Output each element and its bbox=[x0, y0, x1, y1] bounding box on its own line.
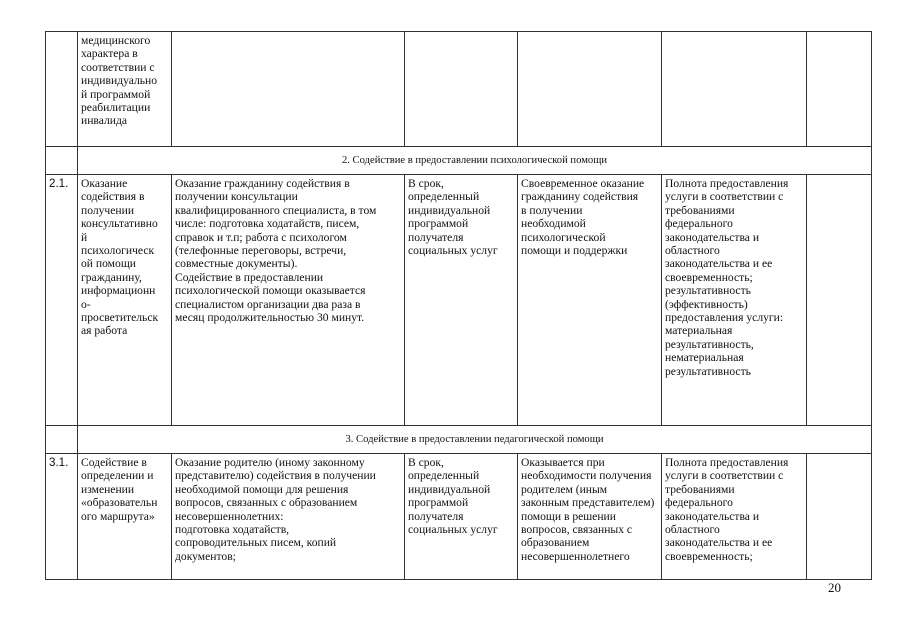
text-line: психологической помощи оказывается bbox=[175, 284, 366, 298]
extra-cell bbox=[807, 32, 872, 147]
page-number: 20 bbox=[828, 580, 841, 595]
text-line: материальная bbox=[665, 324, 733, 338]
text-line: Полнота предоставления bbox=[665, 456, 789, 469]
text-line: получении консультации bbox=[175, 190, 298, 204]
text-line: психологической bbox=[521, 230, 606, 244]
text-line: результативность bbox=[665, 364, 751, 378]
text-line: необходимости получения bbox=[521, 469, 652, 483]
text-line: Полнота предоставления bbox=[665, 177, 789, 190]
text-line: индивидуально bbox=[81, 74, 158, 88]
term-cell bbox=[405, 454, 518, 580]
text-line: индивидуальной bbox=[408, 482, 491, 496]
text-line: в получении bbox=[521, 203, 583, 217]
table-row bbox=[46, 454, 872, 580]
text-line: помощи в решении bbox=[521, 509, 616, 523]
num-cell bbox=[46, 426, 78, 454]
text-line: результативность bbox=[665, 284, 751, 298]
section-row bbox=[46, 147, 872, 175]
text-line: ая работа bbox=[81, 324, 128, 338]
content-cell bbox=[172, 175, 405, 426]
text-line: областного bbox=[665, 244, 720, 258]
text-line: Оказание bbox=[81, 177, 128, 190]
text-line: В срок, bbox=[408, 456, 444, 469]
text-line: законодательства и ее bbox=[665, 536, 773, 550]
text-line: совместные документы). bbox=[175, 257, 298, 271]
text-line: определенный bbox=[408, 190, 480, 204]
text-line: областного bbox=[665, 523, 720, 537]
text-line: федерального bbox=[665, 496, 733, 510]
text-line: индивидуальной bbox=[408, 203, 491, 217]
text-line: законным представителем) bbox=[521, 496, 655, 510]
term-cell bbox=[405, 32, 518, 147]
text-line: вопросов, связанных с bbox=[521, 523, 633, 537]
text-line: Своевременное оказание bbox=[521, 177, 645, 190]
row-number: 2.1. bbox=[46, 175, 78, 426]
text-line: инвалида bbox=[81, 114, 128, 128]
text-line: специалистом организации два раза в bbox=[175, 297, 361, 311]
num-cell bbox=[46, 32, 78, 147]
text-line: нематериальная bbox=[665, 351, 744, 365]
text-line: своевременность; bbox=[665, 549, 753, 563]
num-cell bbox=[46, 147, 78, 175]
text-line: информационн bbox=[81, 284, 156, 298]
text-line: несовершеннолетних: bbox=[175, 509, 284, 523]
conditions-cell bbox=[518, 454, 662, 580]
text-line: месяц продолжительностью 30 минут. bbox=[175, 311, 365, 325]
text-line: программой bbox=[408, 496, 469, 510]
extra-cell bbox=[807, 175, 872, 426]
term-cell bbox=[405, 175, 518, 426]
section-title: 3. Содействие в предоставлении педагогической помощи bbox=[78, 426, 872, 454]
text-line: результативность, bbox=[665, 337, 754, 351]
service-name-cell bbox=[78, 454, 172, 580]
text-line: получателя bbox=[408, 230, 464, 244]
indicators-cell bbox=[662, 454, 807, 580]
text-line: социальных услуг bbox=[408, 523, 498, 537]
text-line: законодательства и ее bbox=[665, 257, 773, 271]
text-line: законодательства и bbox=[665, 509, 760, 523]
services-table bbox=[45, 31, 872, 580]
text-line: законодательства и bbox=[665, 230, 760, 244]
service-name-cell bbox=[78, 32, 172, 147]
text-line: й программой bbox=[81, 87, 151, 101]
conditions-cell bbox=[518, 32, 662, 147]
text-line: психологическ bbox=[81, 244, 155, 258]
text-line: требованиями bbox=[665, 482, 735, 496]
text-line: помощи и поддержки bbox=[521, 244, 628, 258]
text-line: Оказание гражданину содействия в bbox=[175, 177, 350, 190]
text-line: й bbox=[81, 230, 88, 244]
text-line: несовершеннолетнего bbox=[521, 549, 630, 563]
text-line: (телефонные переговоры, встречи, bbox=[175, 244, 347, 258]
content-cell bbox=[172, 454, 405, 580]
text-line: ого маршрута» bbox=[81, 509, 155, 523]
conditions-cell bbox=[518, 175, 662, 426]
text-line: просветительск bbox=[81, 311, 159, 325]
text-line: квалифицированного специалиста, в том bbox=[175, 203, 377, 217]
text-line: получении bbox=[81, 203, 135, 217]
text-line: Содействие в предоставлении bbox=[175, 270, 324, 284]
indicators-cell bbox=[662, 175, 807, 426]
text-line: медицинского bbox=[81, 34, 151, 47]
text-line: определенный bbox=[408, 469, 480, 483]
text-line: подготовка ходатайств, bbox=[175, 523, 290, 537]
table-row bbox=[46, 175, 872, 426]
text-line: услуги в соответствии с bbox=[665, 190, 784, 204]
text-line: числе: подготовка ходатайств, писем, bbox=[175, 217, 360, 231]
text-line: необходимой помощи для решения bbox=[175, 482, 349, 496]
text-line: справок и т.п; работа с психологом bbox=[175, 230, 347, 244]
table-row bbox=[46, 32, 872, 147]
text-line: гражданину, bbox=[81, 270, 142, 284]
text-line: родителем (иным bbox=[521, 482, 608, 496]
text-line: получателя bbox=[408, 509, 464, 523]
text-line: услуги в соответствии с bbox=[665, 469, 784, 483]
text-line: о- bbox=[81, 297, 91, 311]
text-line: соответствии с bbox=[81, 60, 155, 74]
text-line: определении и bbox=[81, 469, 154, 483]
text-line: представителю) содействия в получении bbox=[175, 469, 376, 483]
text-line: «образовательн bbox=[81, 496, 158, 510]
row-number: 3.1. bbox=[46, 454, 78, 580]
text-line: изменении bbox=[81, 482, 135, 496]
text-line: консультативно bbox=[81, 217, 158, 231]
text-line: своевременность; bbox=[665, 270, 753, 284]
text-line: предоставления услуги: bbox=[665, 311, 784, 325]
text-line: требованиями bbox=[665, 203, 735, 217]
text-line: реабилитации bbox=[81, 101, 151, 115]
text-line: ой помощи bbox=[81, 257, 136, 271]
text-line: сопроводительных писем, копий bbox=[175, 536, 337, 550]
text-line: необходимой bbox=[521, 217, 586, 231]
text-line: содействия в bbox=[81, 190, 145, 204]
text-line: Оказание родителю (иному законному bbox=[175, 456, 365, 469]
content-cell bbox=[172, 32, 405, 147]
section-row bbox=[46, 426, 872, 454]
text-line: В срок, bbox=[408, 177, 444, 190]
text-line: гражданину содействия bbox=[521, 190, 639, 204]
section-title: 2. Содействие в предоставлении психологической помощи bbox=[78, 147, 872, 175]
extra-cell bbox=[807, 454, 872, 580]
text-line: федерального bbox=[665, 217, 733, 231]
text-line: программой bbox=[408, 217, 469, 231]
text-line: социальных услуг bbox=[408, 244, 498, 258]
service-name-cell bbox=[78, 175, 172, 426]
text-line: Содействие в bbox=[81, 456, 147, 469]
text-line: вопросов, связанных с образованием bbox=[175, 496, 358, 510]
text-line: Оказывается при bbox=[521, 456, 605, 469]
text-line: (эффективность) bbox=[665, 297, 748, 311]
indicators-cell bbox=[662, 32, 807, 147]
text-line: документов; bbox=[175, 549, 236, 563]
text-line: образованием bbox=[521, 536, 590, 550]
text-line: характера в bbox=[81, 47, 138, 61]
